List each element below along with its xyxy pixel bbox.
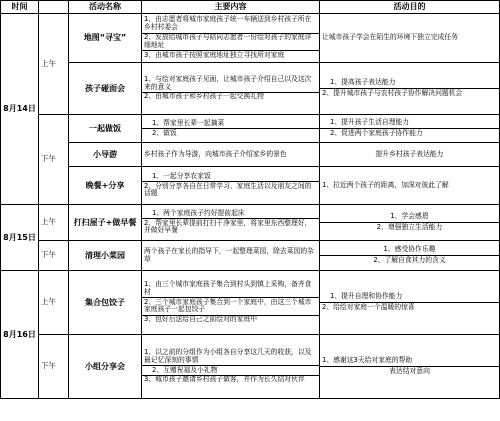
content-line: 1、两个家庭孩子约好提前起床	[142, 209, 319, 219]
period-cell: 下午	[39, 115, 69, 205]
goal-line: 1、提升孩子生活自理能力	[320, 118, 499, 129]
period-cell: 上午	[39, 14, 69, 115]
content-line: 3、包好后送给自己之前绘对的家庭中	[144, 315, 258, 324]
table-row	[1, 205, 500, 241]
activity-name: 小组分享会	[69, 335, 142, 399]
content-line: 2、发放给城市孩子与陪同志愿者一份绘对孩子的家庭详细地址	[142, 34, 319, 52]
activity-content	[142, 14, 320, 63]
content-line: 2、三个城市家庭孩子集合到一个家庭中，由这三个城市家庭孩子一起包饺子	[142, 298, 319, 316]
activity-content	[142, 205, 320, 241]
goal-line: 2、了解自食其力的含义	[373, 256, 446, 264]
goal-line: 让城市孩子学会在陌生的环境下独立完成任务	[322, 33, 458, 42]
goal-line: 提升乡村孩子表达能力	[375, 149, 444, 158]
activity-content	[142, 143, 320, 167]
period-cell: 上午	[39, 205, 69, 241]
activity-goal	[320, 167, 500, 205]
activity-content	[142, 241, 320, 271]
content-line: 2、分别分享各自在日常学习、家庭生活以及朋友之间的话题	[144, 181, 312, 198]
table-row	[1, 115, 500, 143]
activity-name: 清理小菜园	[69, 241, 142, 271]
table-row	[1, 63, 500, 115]
activity-name: 地图“寻宝”	[69, 14, 142, 63]
period-cell: 下午	[39, 241, 69, 271]
goal-line: 1、提高孩子表达能力	[320, 78, 499, 89]
activity-goal	[320, 241, 500, 271]
content-line: 3、由城市孩子按照家庭地址独立寻找所对家庭	[144, 50, 285, 59]
activity-content	[142, 335, 320, 399]
goal-line: 1、感谢这3天给对家庭的帮助	[320, 356, 499, 367]
table-row	[1, 335, 500, 399]
activity-content	[142, 271, 320, 335]
activity-content	[142, 167, 320, 205]
goal-line: 2、增强独立生活能力	[376, 223, 443, 231]
activity-content	[142, 63, 320, 115]
content-line: 2、互赠祝福及小礼物	[142, 366, 319, 376]
content-line: 乡村孩子作为导游，向城市孩子介绍家乡的景色	[144, 149, 287, 158]
goal-line: 1、拉近两个孩子的距离，加深对彼此了解	[322, 180, 449, 189]
activity-goal	[320, 205, 500, 241]
activity-goal	[320, 63, 500, 115]
table-row	[1, 143, 500, 167]
header-name: 活动名称	[69, 1, 142, 14]
content-line: 1、以之前的分组作为小组各自分享这几天的收获，以及最记忆深刻的事情	[142, 348, 319, 366]
table-row	[1, 14, 500, 63]
content-line: 1、由志愿者将城市家庭孩子统一车辆送到乡村孩子所在乡村村委会	[142, 16, 319, 34]
table-row	[1, 271, 500, 335]
activity-goal	[320, 271, 500, 335]
activity-name: 集合包饺子	[69, 271, 142, 335]
activity-name: 晚餐+分享	[69, 167, 142, 205]
content-line: 3、城市孩子邀请乡村孩子做客，并作为长久结对伙伴	[144, 375, 305, 384]
activity-goal	[320, 14, 500, 63]
goal-line: 表达结对意向	[389, 367, 430, 375]
table-row	[1, 167, 500, 205]
goal-line: 2、促进两个家庭孩子协作能力	[330, 129, 423, 137]
content-line: 2、做饭	[152, 128, 177, 137]
date-cell: 8月15日	[1, 205, 39, 271]
table-row	[1, 241, 500, 271]
period-cell: 下午	[39, 335, 69, 399]
content-line: 2、由城市孩子和乡村孩子一起交换礼物	[144, 92, 264, 101]
content-line: 两个孩子在家长的指导下，一起整理菜园，除去菜园的杂草	[144, 246, 314, 263]
activity-name: 孩子碰面会	[69, 63, 142, 115]
activity-goal	[320, 143, 500, 167]
goal-line: 2、提升城市孩子与农村孩子协作解决问题机会	[322, 89, 463, 97]
date-cell: 8月14日	[1, 14, 39, 205]
header-goal: 活动目的	[320, 1, 500, 14]
activity-content	[142, 115, 320, 143]
activity-name: 打扫屋子+做早餐	[69, 205, 142, 241]
goal-line: 2、给绘对家庭一个温暖的惊喜	[322, 303, 415, 311]
header-content: 主要内容	[142, 1, 320, 14]
content-line: 1、帮家里长辈一起摘菜	[142, 119, 319, 129]
activity-goal	[320, 335, 500, 399]
period-cell: 上午	[39, 271, 69, 335]
content-line: 1、由三个城市家庭孩子集合到村头到镇上采购，备齐食材	[142, 280, 319, 298]
goal-line: 1、提升自理和协作能力	[320, 292, 499, 303]
content-line: 1、一起分享农家饭	[142, 172, 319, 182]
content-line: 1、与绘对家庭孩子见面，让城市孩子介绍自己以及这次来的意义	[142, 75, 319, 93]
goal-line: 1、感受协作乐趣	[320, 245, 499, 256]
activity-goal	[320, 115, 500, 143]
header-row	[1, 1, 500, 14]
header-time: 时间	[1, 1, 39, 14]
header-period	[39, 1, 69, 14]
content-line: 2、帮家里长辈提前打扫干净家里，将家里东西整理好，并做好早餐	[144, 218, 312, 235]
activity-name: 小导游	[69, 143, 142, 167]
activity-name: 一起做饭	[69, 115, 142, 143]
goal-line: 1、学会感恩	[320, 212, 499, 223]
date-cell: 8月16日	[1, 271, 39, 399]
